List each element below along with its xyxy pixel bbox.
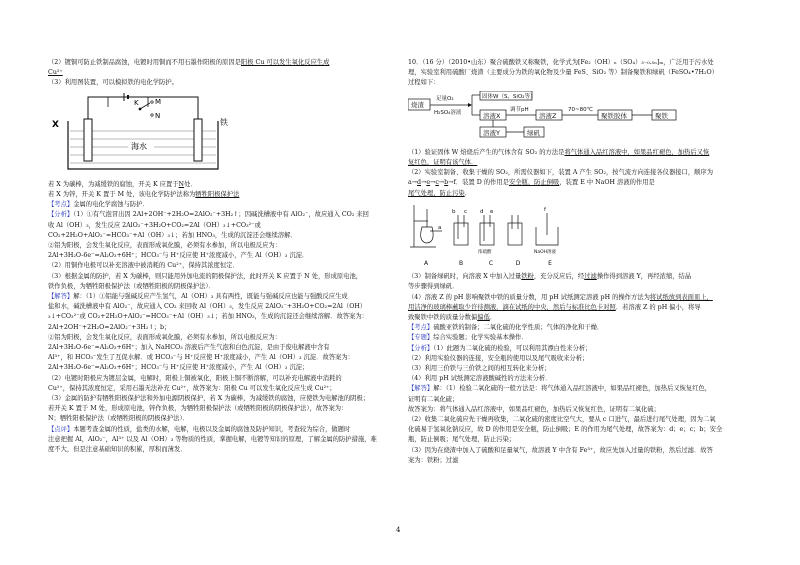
answer-text: 偏低 [477, 314, 490, 322]
text-line: 若 X 为锌，开关 K 置于 M 处，该电化学防护法称为牺牲阳极保护法 [48, 191, 240, 199]
text-line [408, 158, 760, 168]
label-naoh-solution: NaOH溶液 [534, 249, 557, 255]
text-line: （2）电镀时阳极应为镀层金属，电解时，阳极上铜被氧化，阳极上铜不断溶解，可以补充电解液中消耗的 [48, 374, 342, 382]
section-tag: 【点评】 [48, 425, 74, 433]
text-line: （3）因为在烧渣中加入了硫酸和足量氧气，故溶液 Y 中含有 Fe³⁺，故应先加入过量的铁粉，然后过滤．故答 [408, 446, 713, 454]
label-conc-sulfuric: 浓硫酸 [478, 249, 492, 255]
text-line: （4）溶液 Z 的 pH 影响聚铁中铁的质量分数，用 pH 试纸测定溶液 pH 的操作方法为将试纸放到表面皿上， [408, 293, 713, 301]
text-line: 证明有二氧化硫； [408, 395, 459, 403]
section-tag: 【考点】 [408, 324, 434, 332]
answer-text: 复红色，证明有该气体． [408, 159, 478, 167]
text-line: （3）制备绿矾时，向溶液 X 中加入过量铁粉，充分反应后，经过滤操作得到溶液 Y，再经浓缩，结晶 [408, 273, 692, 281]
text-line: 【点评】本题考查金属的性质，盐类的水解，电解，电极以及金属的腐蚀及防护知识，考查较为综合，做题时 [48, 425, 351, 433]
text-line: （3）利用图装置，可以模拟铁的电化学防护。 [48, 79, 178, 87]
text-line: （1）验证固体 W 焙烧后产生的气体含有 SO₂ 的方法是将气体通入品红溶液中，如果品红褪色，加热后又恢 [408, 148, 710, 156]
text-line: 10．（16 分）（2010•山东）聚合硫酸铁又称聚铁，化学式为[Fe₂（OH）ₙ（SO₄）₃₋₀.₅ₙ]ₘ，广泛用于污水处 [408, 59, 714, 66]
electrode-x [84, 119, 92, 161]
answer-text: Cu²⁺ [48, 69, 63, 77]
text-line: 收 Al（OH）₃，发生反应 2AlO₂⁻+3H₂O+CO₂=2Al（OH）₃↓+CO₃²⁻或 [48, 221, 261, 229]
text-line: 【分析】（1）①有气泡冒出因 2Al+2OH⁻+2H₂O=2AlO₂⁻+3H₂↑；因碱洗槽液中有 AlO₂⁻，故应通入 CO₂ 来回 [48, 211, 369, 219]
caption-b: B [458, 260, 464, 268]
text-line [48, 58, 398, 68]
section-tag: 【分析】 [48, 211, 74, 219]
text-line: ₃↓+CO₃²⁻或 CO₂+2H₂O+AlO₂⁻=HCO₃⁻+Al（OH）₃↓；若加 HNO₃，生成的沉淀还会继续溶解．故答案为： [48, 313, 368, 321]
text-line: 2Al+3H₂O-6e⁻=Al₂O₃+6H⁺；HCO₃⁻与 H⁺反应使 H⁺浓度减小，产生 Al（OH）₃ 沉淀． [48, 252, 309, 260]
answer-text: 将气体通入品红溶液中，如果品红褪色，加热后又恢 [564, 148, 710, 156]
port-b: b [452, 208, 456, 215]
text-line: （2）利用实验仪器的连接，安全瓶的使用以及尾气吸收来分析； [408, 354, 589, 362]
section-tag: 【分析】 [408, 344, 434, 352]
text-line: ②铝为阳极，会发生氧化反应，表面形成氧化膜，必须有水参加，所以电极反应为： [48, 333, 281, 341]
section-tag: 【解答】 [408, 385, 434, 393]
text-line: 铁作负极，为牺牲阳极保护法（或牺牲阳极的阴极保护法）． [48, 282, 215, 290]
process-flow-figure [408, 91, 760, 145]
text-line: ②铝为阳极，会发生氧化反应，表面形成氧化膜，必须有水参加，所以电极反应为： [48, 242, 281, 250]
caption-d: D [515, 260, 521, 268]
text-line: 【分析】（1）此题为二氧化硫的检验，可以利用其漂白性来分析； [408, 344, 592, 352]
label-k: K [134, 98, 139, 107]
text-line: 过程如下： [408, 79, 440, 87]
label-iron: 铁 [220, 117, 228, 127]
label-seawater: 海水 [131, 141, 147, 151]
gas-apparatus-diagram [408, 201, 588, 255]
answer-text: 将试纸放到表面皿上， [649, 293, 713, 301]
question-text: （2）镀铜可防止铁制品腐蚀，电镀时用铜而不用石墨作阳极的原因是 [48, 59, 241, 66]
answer-text: e [426, 179, 431, 187]
text-line: 【考点】硫酸亚铁的制备；二氧化硫的化学性质；气体的净化和干燥． [408, 324, 604, 332]
port-e: e [490, 208, 494, 215]
text-line: 注意把握 Al，AlO₂⁻，Al³⁺ 以及 Al（OH）₃ 等物质的性质，掌握电解，电镀等知识的原理，了解金属的防护措施，难 [48, 435, 377, 443]
answer-text: b [444, 179, 449, 187]
label-x: X [52, 119, 59, 130]
process-flow-diagram [408, 91, 760, 141]
text-line: 2Al+3H₂O-6e⁻=Al₂O₃+6H⁺；HCO₃⁻与 H⁺反应使 H⁺浓度减小，产生 Al（OH）₃ 沉淀； [48, 364, 309, 372]
answer-text: 阳极 Cu 可以发生氧化反应生成 [240, 59, 330, 66]
left-column [48, 58, 398, 455]
answer-text: 牺牲阳极保护法 [195, 191, 240, 199]
flow-node-product: 聚铁 [655, 111, 668, 120]
flow-node-solution-y: 溶液Y [483, 128, 500, 137]
text-line: 若开关 K 置于 M 处，形成原电池，锌作负极，为牺牲阳极保护法（或牺牲阳极的阴极保护法），故答案为： [48, 405, 348, 413]
answer-text: 过滤 [584, 273, 597, 281]
electrochem-figure [48, 91, 398, 177]
port-c: c [464, 208, 468, 215]
text-line: 度不大，但是注意基础知识的积累，厚积而薄发． [48, 446, 187, 454]
answer-text: c [435, 179, 439, 187]
text-line: 用洁净的玻璃棒蘸取少许待测液，滴在试纸的中央，然后与标准比色卡对照．若溶液 Z 的 pH 偏小，将导 [408, 303, 701, 311]
flow-reagent-top: 足量O₂ [436, 95, 454, 102]
flow-node-colloid: 聚铁胶体 [601, 111, 627, 120]
flow-node-solid-w: 固体W（S、SiO₂等） [482, 93, 536, 100]
flow-node-solution-z: 溶液Z [539, 111, 557, 120]
caption-e: E [548, 260, 552, 268]
label-m: M [155, 97, 162, 106]
port-d: d [480, 208, 484, 215]
electrode-iron [194, 119, 202, 161]
text-line: 若 X 为碳棒，为减缓铁的腐蚀，开关 K 应置于N处． [48, 180, 197, 188]
right-column [408, 58, 760, 466]
flow-node-start: 烧渣 [411, 100, 424, 109]
caption-c: C [488, 260, 494, 268]
text-line: 【考点】金属的电化学腐蚀与防护． [48, 201, 149, 209]
answer-text: 用洁净的玻璃棒蘸取少许待测液，滴在试纸的中央，然后与标准比色卡对照 [408, 303, 616, 311]
label-n: N [155, 111, 161, 120]
port-f: f [544, 206, 546, 213]
text-line: （2）实验室制备、收集干燥的 SO₂，所需仪器如下，装置 A 产生 SO₂，按气流方向连接各仪器接口，顺序为 [408, 169, 714, 177]
answer-text: N [178, 180, 185, 188]
answer-text: 铁粉 [521, 273, 534, 281]
text-line: CO₂+2H₂O+AlO₂⁻=HCO₃⁻+Al（OH）₃↓；若加 HNO₃，生成的沉淀还会继续溶解． [48, 231, 297, 239]
page-number: 4 [396, 526, 401, 534]
text-line: 【解答】解：（1）检验二氧化硫的一般方法是：将气体通入品红溶液中，如果品红褪色，加热后又恢复红色， [408, 385, 712, 393]
text-line: 瓶，防止倒吸；尾气处理，防止污染； [408, 436, 516, 444]
answer-text: 尾气处理，防止污染 [408, 189, 465, 197]
text-line: Al³⁺，和 HCO₃⁻发生了互促水解．或 HCO₃⁻与 H⁺反应使 H⁺浓度减小，产生 Al（OH）₃ 沉淀．故答案为： [48, 354, 354, 362]
text-line: （3）利用三价铁与三价铁之间的相互转化来分析； [408, 365, 551, 373]
flow-node-green-vitriol: 绿矾 [527, 128, 540, 137]
apparatus-figure [408, 201, 760, 269]
text-line: 等步骤得到绿矾． [408, 283, 459, 291]
text-line: 2Al+3H₂O-6e⁻=Al₂O₃+6H⁺；加入 NaHCO₃ 溶液后产生气泡和白色沉淀，是由于废电解液中含有 [48, 344, 330, 352]
text-line: 2Al+2OH⁻+2H₂O=2AlO₂⁻+3H₂↑；b； [48, 323, 171, 331]
caption-a: A [423, 260, 429, 268]
apparatus-captions [408, 259, 588, 269]
section-tag: 【解答】 [48, 293, 74, 301]
text-line: （4）利用 pH 试纸测定溶液酸碱性的方法来分析． [408, 375, 552, 383]
text-line: a→d→e→c→b→f．装置 D 的作用是安全瓶，防止倒吸，装置 E 中 NaOH 溶液的作用是 [408, 179, 655, 187]
flow-step-temp: 70~80℃ [568, 106, 593, 113]
text-line: N；牺牲阳极保护法（或牺牲阳极的阴极保护法）． [48, 415, 189, 423]
text-line: Cu²⁺，保持其浓度恒定，采用石墨无法补充 Cu²⁺，故答案为：阳极 Cu 可以发生氧化反应生成 Cu²⁺； [48, 384, 336, 392]
text-line: 【专题】综合实验题；化学实验基本操作． [408, 334, 528, 342]
text-line: 案为：铁粉；过滤 [408, 456, 459, 464]
answer-text: d [417, 179, 422, 187]
text-line: 【解答】解：（1）①铝能与强碱反应产生氢气，Al（OH）₃ 具有两性，既能与强碱反应也能与强酸反应生成 [48, 293, 348, 301]
section-tag: 【考点】 [48, 201, 74, 209]
flow-node-solution-x: 溶液X [483, 111, 501, 120]
text-line: 盐和水，碱洗槽液中有 AlO₂⁻，故应通入 CO₂ 来回收 Al（OH）₃，发生反应 2AlO₂⁻+3H₂O+CO₂=2Al（OH） [48, 303, 367, 311]
text-line: （3）根据金属的防护，若 X 为碳棒，则只能用外加电流的阴极保护法，此时开关 K 应置于 N 处，形成原电池， [48, 272, 363, 280]
flow-reagent-bottom: H₂SO₄溶液 [434, 109, 462, 116]
text-line: 故答案为：将气体通入品红溶液中，如果品红褪色，加热后又恢复红色，证明有二氧化硫； [408, 405, 660, 413]
text-line: （3）金属的防护有牺牲阳极保护法和外加电源阴极保护，若 X 为碳棒，为减缓铁的腐蚀，应使铁为电解池的阴极； [48, 395, 370, 403]
section-tag: 【专题】 [408, 334, 434, 342]
text-line: 致聚铁中铁的质量分数偏偏低． [408, 314, 497, 322]
text-line [48, 68, 398, 78]
flow-step-adjust-ph: 调节pH [510, 106, 529, 113]
text-line: 理，实验室利用硫酸厂烧渣（主要成分为铁的氧化物及少量 FeS、SiO₂ 等）制备聚铁和绿矾（FeSO₄•7H₂O） [408, 69, 719, 77]
text-line: 化硫易于氢氧化钠反应，故 D 的作用是安全瓶，防止倒吸；E 的作用为尾气处理，故答案为：d；e；c；b；安全 [408, 426, 723, 434]
text-line: 尾气处理，防止污染． [408, 189, 471, 197]
answer-text: 安全瓶，防止倒吸 [508, 179, 560, 187]
electrochem-apparatus-diagram [48, 91, 238, 173]
text-line: （2）用铜作电极可以补充溶液中被消耗的 Cu²⁺，保持其浓度恒定． [48, 262, 239, 270]
text-line: （2）收集二氧化硫应先干燥再收集，二氧化硫的密度比空气大，要从 c 口进气，最后进行尾气处理，因为二氧 [408, 416, 716, 424]
port-a: a [438, 224, 442, 231]
